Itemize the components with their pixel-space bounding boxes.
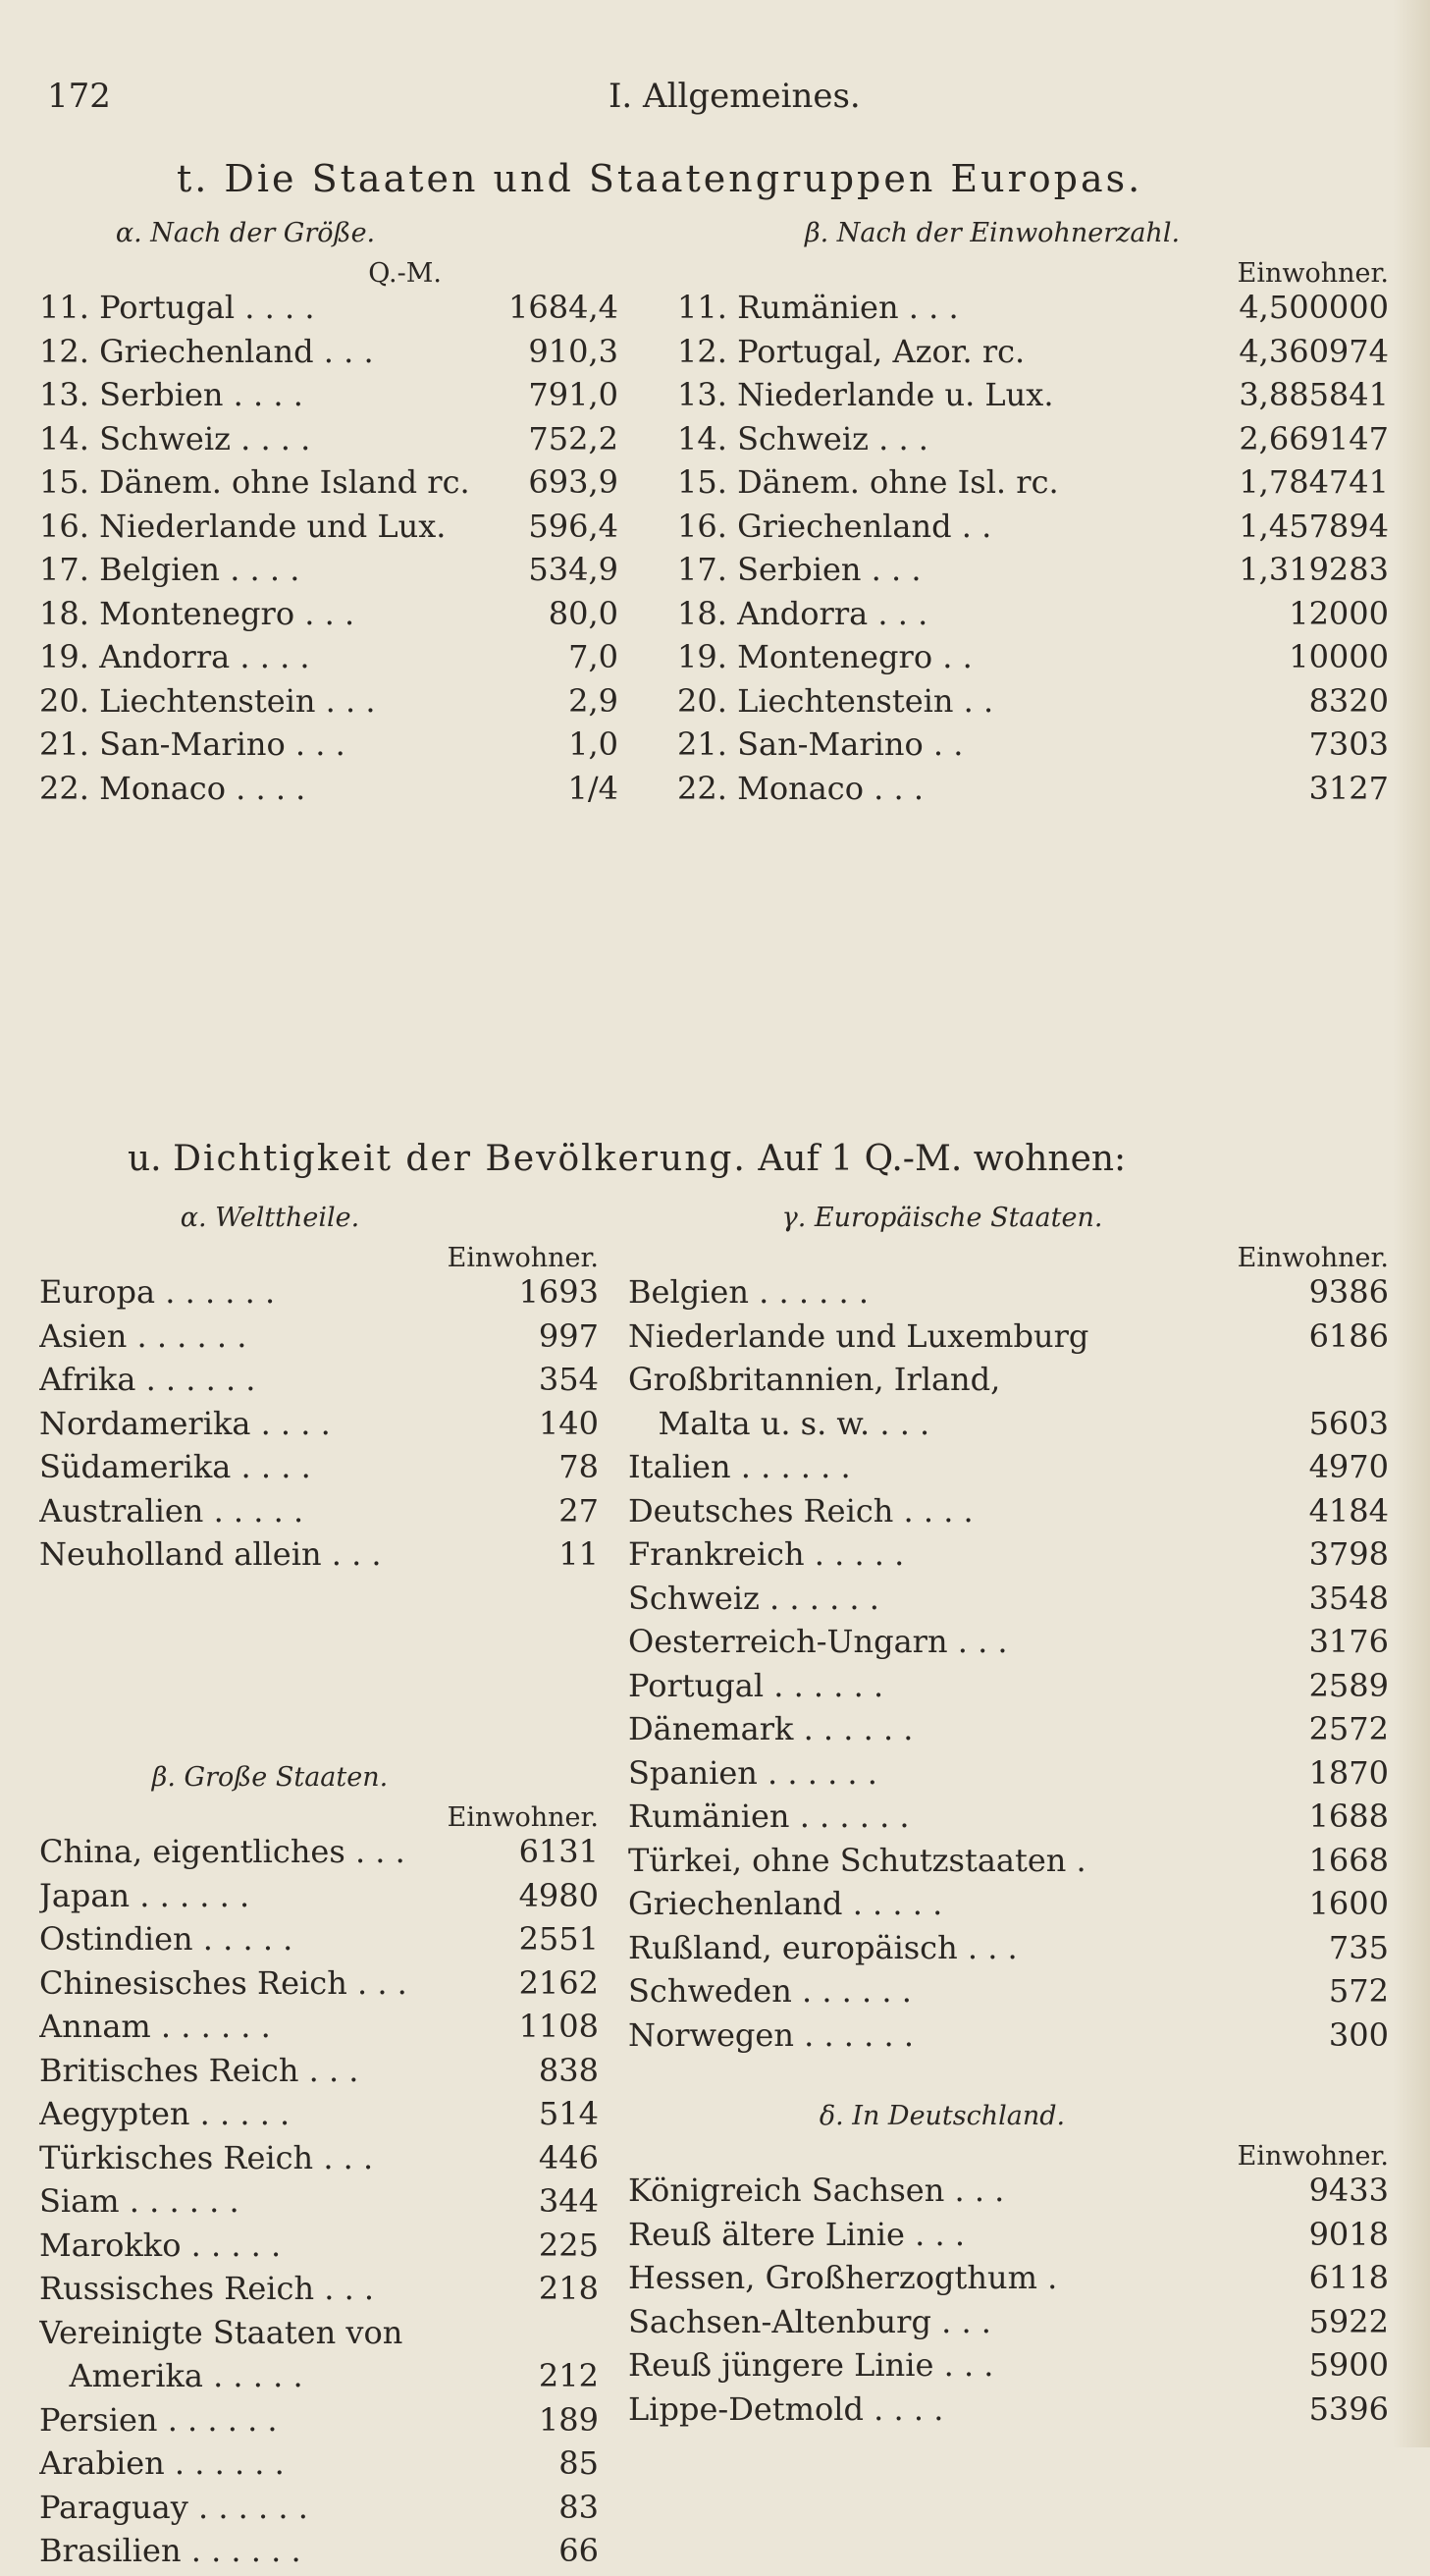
row-label: Großbritannien, Irland, xyxy=(628,1361,1001,1398)
row-value: 4,500000 xyxy=(1239,289,1389,326)
table-heading: β. Nach der Einwohnerzahl. xyxy=(805,218,1181,248)
row-value: 3798 xyxy=(1308,1535,1389,1573)
table-row xyxy=(628,2390,1389,2435)
table-row xyxy=(628,2303,1389,2347)
row-value: 8320 xyxy=(1308,681,1389,720)
row-label: Australien . . . . . xyxy=(39,1491,304,1530)
row-value: 3176 xyxy=(1308,1623,1389,1660)
row-value: 85 xyxy=(558,2444,599,2482)
row-label: 11. Rumänien . . . xyxy=(677,289,959,326)
table-row xyxy=(677,333,1389,377)
row-label: 14. Schweiz . . . xyxy=(677,419,928,457)
row-value: 735 xyxy=(1328,1928,1389,1966)
table-row xyxy=(677,638,1389,682)
table-rows xyxy=(628,2172,1389,2434)
row-value: 693,9 xyxy=(528,463,618,501)
row-value: 2162 xyxy=(518,1963,599,2002)
table-row xyxy=(39,1920,599,1964)
row-label: Aegypten . . . . . xyxy=(39,2095,291,2132)
row-label: 22. Monaco . . . . xyxy=(39,769,306,807)
row-value: 6118 xyxy=(1308,2259,1389,2296)
row-label: Königreich Sachsen . . . xyxy=(628,2172,1005,2209)
row-value: 1,784741 xyxy=(1239,463,1389,501)
row-label: Hessen, Großherzogthum . xyxy=(628,2259,1058,2296)
row-label: 22. Monaco . . . xyxy=(677,769,924,807)
row-value: 1/4 xyxy=(567,769,618,807)
row-label: Siam . . . . . . xyxy=(39,2182,239,2220)
row-value: 572 xyxy=(1328,1972,1389,2010)
table-row xyxy=(677,725,1389,770)
row-label: 15. Dänem. ohne Island rc. xyxy=(39,463,470,501)
row-value: 9433 xyxy=(1308,2172,1389,2209)
table-row xyxy=(628,2346,1389,2390)
row-label: Nordamerika . . . . xyxy=(39,1404,331,1442)
section-u-rest: Auf 1 Q.-M. wohnen: xyxy=(758,1139,1127,1179)
table-row xyxy=(677,289,1389,333)
row-value: 1688 xyxy=(1308,1798,1389,1835)
row-label: 16. Griechenland . . xyxy=(677,507,992,545)
row-value: 791,0 xyxy=(528,376,618,413)
table-row xyxy=(677,508,1389,552)
row-value: 1870 xyxy=(1308,1753,1389,1792)
row-value: 4,360974 xyxy=(1239,332,1389,370)
row-value: 9386 xyxy=(1308,1273,1389,1311)
row-label: Persien . . . . . . xyxy=(39,2400,278,2439)
table-row xyxy=(628,1929,1389,1973)
row-label: 12. Griechenland . . . xyxy=(39,332,374,370)
row-label: Marokko . . . . . xyxy=(39,2226,282,2264)
row-value: 1108 xyxy=(518,2008,599,2045)
table-row xyxy=(677,376,1389,420)
row-label: Niederlande und Luxemburg xyxy=(628,1316,1089,1355)
table-row xyxy=(39,595,618,639)
row-label: Türkei, ohne Schutzstaaten . xyxy=(628,1841,1086,1879)
row-value: 2,669147 xyxy=(1239,419,1389,457)
row-label: Spanien . . . . . . xyxy=(628,1753,877,1792)
table-row xyxy=(628,2216,1389,2260)
row-value: 4970 xyxy=(1308,1448,1389,1485)
row-value: 83 xyxy=(558,2488,599,2526)
table-row xyxy=(628,1273,1389,1317)
row-value: 344 xyxy=(538,2182,599,2220)
table-heading: δ. In Deutschland. xyxy=(819,2101,1066,2131)
table-row xyxy=(677,595,1389,639)
row-value: 514 xyxy=(538,2095,599,2132)
table-row xyxy=(39,551,618,595)
table-rows xyxy=(39,1833,599,2576)
row-value: 5603 xyxy=(1308,1404,1389,1442)
section-u-title: Dichtigkeit der Bevölkerung. xyxy=(173,1139,747,1179)
table-row xyxy=(39,2444,599,2489)
row-value: 300 xyxy=(1328,2015,1389,2054)
row-label: Chinesisches Reich . . . xyxy=(39,1963,407,2002)
table-row xyxy=(39,2532,599,2576)
table-row xyxy=(39,376,618,420)
table-u-continents xyxy=(39,1203,599,1580)
table-u-european-states xyxy=(628,1203,1389,2060)
table-row xyxy=(677,420,1389,464)
row-value: 10000 xyxy=(1289,638,1389,675)
row-label: Belgien . . . . . . xyxy=(628,1273,870,1311)
row-value: 189 xyxy=(538,2400,599,2439)
row-label: 16. Niederlande und Lux. xyxy=(39,507,447,545)
table-row xyxy=(628,1317,1389,1362)
unit-label: Einwohner. xyxy=(1237,2141,1389,2172)
row-value: 66 xyxy=(558,2532,599,2569)
table-heading: β. Große Staaten. xyxy=(151,1762,389,1793)
row-value: 910,3 xyxy=(528,332,618,370)
row-label: Russisches Reich . . . xyxy=(39,2270,375,2307)
row-value: 7303 xyxy=(1308,725,1389,763)
table-row xyxy=(39,1492,599,1536)
row-value: 3127 xyxy=(1308,769,1389,807)
table-row xyxy=(628,1885,1389,1929)
page-header xyxy=(0,77,1430,116)
table-row xyxy=(39,2182,599,2227)
table-heading: γ. Europäische Staaten. xyxy=(781,1203,1103,1233)
table-row xyxy=(677,463,1389,508)
table-row xyxy=(39,638,618,682)
row-value: 5396 xyxy=(1308,2389,1389,2428)
row-value: 6131 xyxy=(518,1833,599,1870)
table-rows xyxy=(628,1273,1389,2060)
row-label: Europa . . . . . . xyxy=(39,1273,276,1311)
row-label: Portugal . . . . . . xyxy=(628,1666,884,1704)
table-row xyxy=(39,1448,599,1492)
row-label: Rußland, europäisch . . . xyxy=(628,1928,1018,1966)
table-row xyxy=(628,1361,1389,1405)
row-label: Arabien . . . . . . xyxy=(39,2444,285,2482)
unit-label: Einwohner. xyxy=(447,1802,599,1833)
section-t-title: t. Die Staaten und Staatengruppen Europas. xyxy=(177,157,1143,200)
table-row xyxy=(39,1405,599,1449)
row-label: Südamerika . . . . xyxy=(39,1448,311,1485)
row-value: 4184 xyxy=(1308,1491,1389,1530)
row-label: Dänemark . . . . . . xyxy=(628,1710,914,1747)
row-label: Italien . . . . . . xyxy=(628,1448,851,1485)
unit-label: Einwohner. xyxy=(1237,1243,1389,1273)
table-rows xyxy=(39,1273,599,1580)
table-row xyxy=(39,2227,599,2271)
table-heading: α. Welttheile. xyxy=(180,1203,360,1233)
row-value: 2551 xyxy=(518,1920,599,1958)
row-value: 1600 xyxy=(1308,1885,1389,1922)
table-row xyxy=(39,1361,599,1405)
row-value: 354 xyxy=(538,1361,599,1398)
row-value: 4980 xyxy=(518,1876,599,1914)
row-label: 18. Montenegro . . . xyxy=(39,594,355,632)
table-t-by-size xyxy=(39,218,618,813)
table-rows xyxy=(677,289,1389,813)
row-label: 20. Liechtenstein . . . xyxy=(39,681,376,720)
row-label: Reuß jüngere Linie . . . xyxy=(628,2346,994,2384)
table-row xyxy=(39,1273,599,1317)
row-value: 78 xyxy=(558,1448,599,1485)
table-row xyxy=(39,2357,599,2401)
row-label: Annam . . . . . . xyxy=(39,2008,271,2045)
table-row xyxy=(628,1842,1389,1886)
unit-label: Q.-M. xyxy=(368,258,442,289)
table-row xyxy=(677,551,1389,595)
row-label: Schweden . . . . . . xyxy=(628,1972,912,2010)
row-label: 18. Andorra . . . xyxy=(677,594,928,632)
row-value: 997 xyxy=(538,1316,599,1355)
table-row xyxy=(628,1667,1389,1711)
table-row xyxy=(39,2270,599,2314)
row-value: 27 xyxy=(558,1491,599,1530)
row-value: 2589 xyxy=(1308,1666,1389,1704)
row-label: Asien . . . . . . xyxy=(39,1316,247,1355)
table-row xyxy=(39,2314,599,2358)
row-value: 3,885841 xyxy=(1239,376,1389,413)
row-value: 596,4 xyxy=(528,507,618,545)
row-label: Reuß ältere Linie . . . xyxy=(628,2215,965,2253)
table-row xyxy=(39,1877,599,1921)
table-row xyxy=(39,508,618,552)
row-value: 225 xyxy=(538,2226,599,2264)
table-row xyxy=(628,2172,1389,2216)
table-row xyxy=(677,682,1389,726)
row-label: Britisches Reich . . . xyxy=(39,2051,359,2089)
row-value: 11 xyxy=(558,1535,599,1573)
table-row xyxy=(628,1972,1389,2016)
row-value: 446 xyxy=(538,2138,599,2176)
row-value: 12000 xyxy=(1289,594,1389,632)
table-row xyxy=(628,1448,1389,1492)
row-label: 21. San-Marino . . xyxy=(677,725,964,763)
row-value: 1668 xyxy=(1308,1841,1389,1879)
row-label: Amerika . . . . . xyxy=(39,2357,303,2394)
row-value: 1,0 xyxy=(568,725,618,763)
table-row xyxy=(39,2008,599,2052)
row-label: Frankreich . . . . . xyxy=(628,1535,905,1573)
section-u-heading xyxy=(128,1139,1126,1179)
table-row xyxy=(39,725,618,770)
row-label: 12. Portugal, Azor. rc. xyxy=(677,332,1026,370)
row-value: 3548 xyxy=(1308,1579,1389,1617)
row-label: Sachsen-Altenburg . . . xyxy=(628,2302,991,2340)
unit-label: Einwohner. xyxy=(447,1243,599,1273)
running-head: I. Allgemeines. xyxy=(609,77,861,116)
row-label: 19. Montenegro . . xyxy=(677,638,973,675)
table-row xyxy=(39,1535,599,1580)
table-row xyxy=(628,1492,1389,1536)
row-label: Rumänien . . . . . . xyxy=(628,1798,910,1835)
row-label: 19. Andorra . . . . xyxy=(39,638,310,675)
row-label: 21. San-Marino . . . xyxy=(39,725,345,763)
row-value: 1693 xyxy=(518,1273,599,1311)
row-label: Japan . . . . . . xyxy=(39,1876,250,1914)
row-value: 1,457894 xyxy=(1239,507,1389,545)
row-value: 5922 xyxy=(1308,2302,1389,2340)
row-label: Malta u. s. w. . . . xyxy=(628,1404,930,1442)
table-row xyxy=(39,682,618,726)
table-row xyxy=(39,420,618,464)
row-label: Deutsches Reich . . . . xyxy=(628,1491,974,1530)
table-row xyxy=(39,289,618,333)
row-label: Neuholland allein . . . xyxy=(39,1535,382,1573)
table-row xyxy=(39,1317,599,1362)
table-row xyxy=(677,770,1389,814)
table-row xyxy=(39,463,618,508)
row-label: Oesterreich-Ungarn . . . xyxy=(628,1623,1008,1660)
section-u-lead: u. xyxy=(128,1139,162,1179)
table-row xyxy=(628,1580,1389,1624)
table-row xyxy=(39,2401,599,2445)
row-label: Vereinigte Staaten von xyxy=(39,2313,403,2351)
row-label: Griechenland . . . . . xyxy=(628,1885,943,1922)
table-row xyxy=(39,333,618,377)
table-row xyxy=(39,1964,599,2009)
row-label: 13. Niederlande u. Lux. xyxy=(677,376,1054,413)
row-label: 17. Serbien . . . xyxy=(677,551,922,588)
table-row xyxy=(39,2095,599,2139)
row-value: 2572 xyxy=(1308,1710,1389,1747)
table-row xyxy=(628,2016,1389,2061)
row-value: 9018 xyxy=(1308,2215,1389,2253)
table-u-germany xyxy=(628,2101,1389,2434)
row-value: 140 xyxy=(538,1404,599,1442)
row-label: 13. Serbien . . . . xyxy=(39,376,303,413)
row-value: 752,2 xyxy=(528,419,618,457)
table-row xyxy=(628,1405,1389,1449)
unit-label: Einwohner. xyxy=(1237,258,1389,289)
row-label: Türkisches Reich . . . xyxy=(39,2138,374,2176)
row-label: Paraguay . . . . . . xyxy=(39,2488,308,2526)
table-row xyxy=(39,770,618,814)
table-row xyxy=(39,1833,599,1877)
row-label: Schweiz . . . . . . xyxy=(628,1579,879,1617)
row-value: 212 xyxy=(538,2357,599,2394)
table-row xyxy=(628,1623,1389,1667)
table-t-by-population xyxy=(677,218,1389,813)
table-row xyxy=(39,2052,599,2096)
page-number: 172 xyxy=(47,77,111,116)
table-row xyxy=(628,2259,1389,2303)
row-value: 1,319283 xyxy=(1239,551,1389,588)
row-label: 20. Liechtenstein . . xyxy=(677,681,994,720)
row-value: 218 xyxy=(538,2270,599,2307)
row-value: 5900 xyxy=(1308,2346,1389,2384)
row-label: Norwegen . . . . . . xyxy=(628,2015,914,2054)
table-row xyxy=(628,1798,1389,1842)
row-label: 11. Portugal . . . . xyxy=(39,289,315,326)
row-label: Afrika . . . . . . xyxy=(39,1361,256,1398)
table-rows xyxy=(39,289,618,813)
table-row xyxy=(39,2139,599,2183)
row-value: 534,9 xyxy=(528,551,618,588)
table-row xyxy=(39,2489,599,2533)
row-value: 7,0 xyxy=(568,638,618,675)
row-label: 17. Belgien . . . . xyxy=(39,551,300,588)
table-row xyxy=(628,1754,1389,1798)
row-label: Lippe-Detmold . . . . xyxy=(628,2389,944,2428)
row-value: 2,9 xyxy=(568,681,618,720)
row-label: China, eigentliches . . . xyxy=(39,1833,405,1870)
table-row xyxy=(628,1535,1389,1580)
row-label: Ostindien . . . . . xyxy=(39,1920,293,1958)
table-u-great-states xyxy=(39,1762,599,2576)
row-value: 6186 xyxy=(1308,1316,1389,1355)
row-label: 15. Dänem. ohne Isl. rc. xyxy=(677,463,1059,501)
table-heading: α. Nach der Größe. xyxy=(115,218,376,248)
row-label: 14. Schweiz . . . . xyxy=(39,419,311,457)
row-value: 80,0 xyxy=(548,594,618,632)
table-row xyxy=(628,1710,1389,1754)
row-value: 1684,4 xyxy=(508,289,618,326)
page-edge-shadow xyxy=(1393,0,1430,2447)
row-value: 838 xyxy=(538,2051,599,2089)
row-label: Brasilien . . . . . . xyxy=(39,2532,301,2569)
